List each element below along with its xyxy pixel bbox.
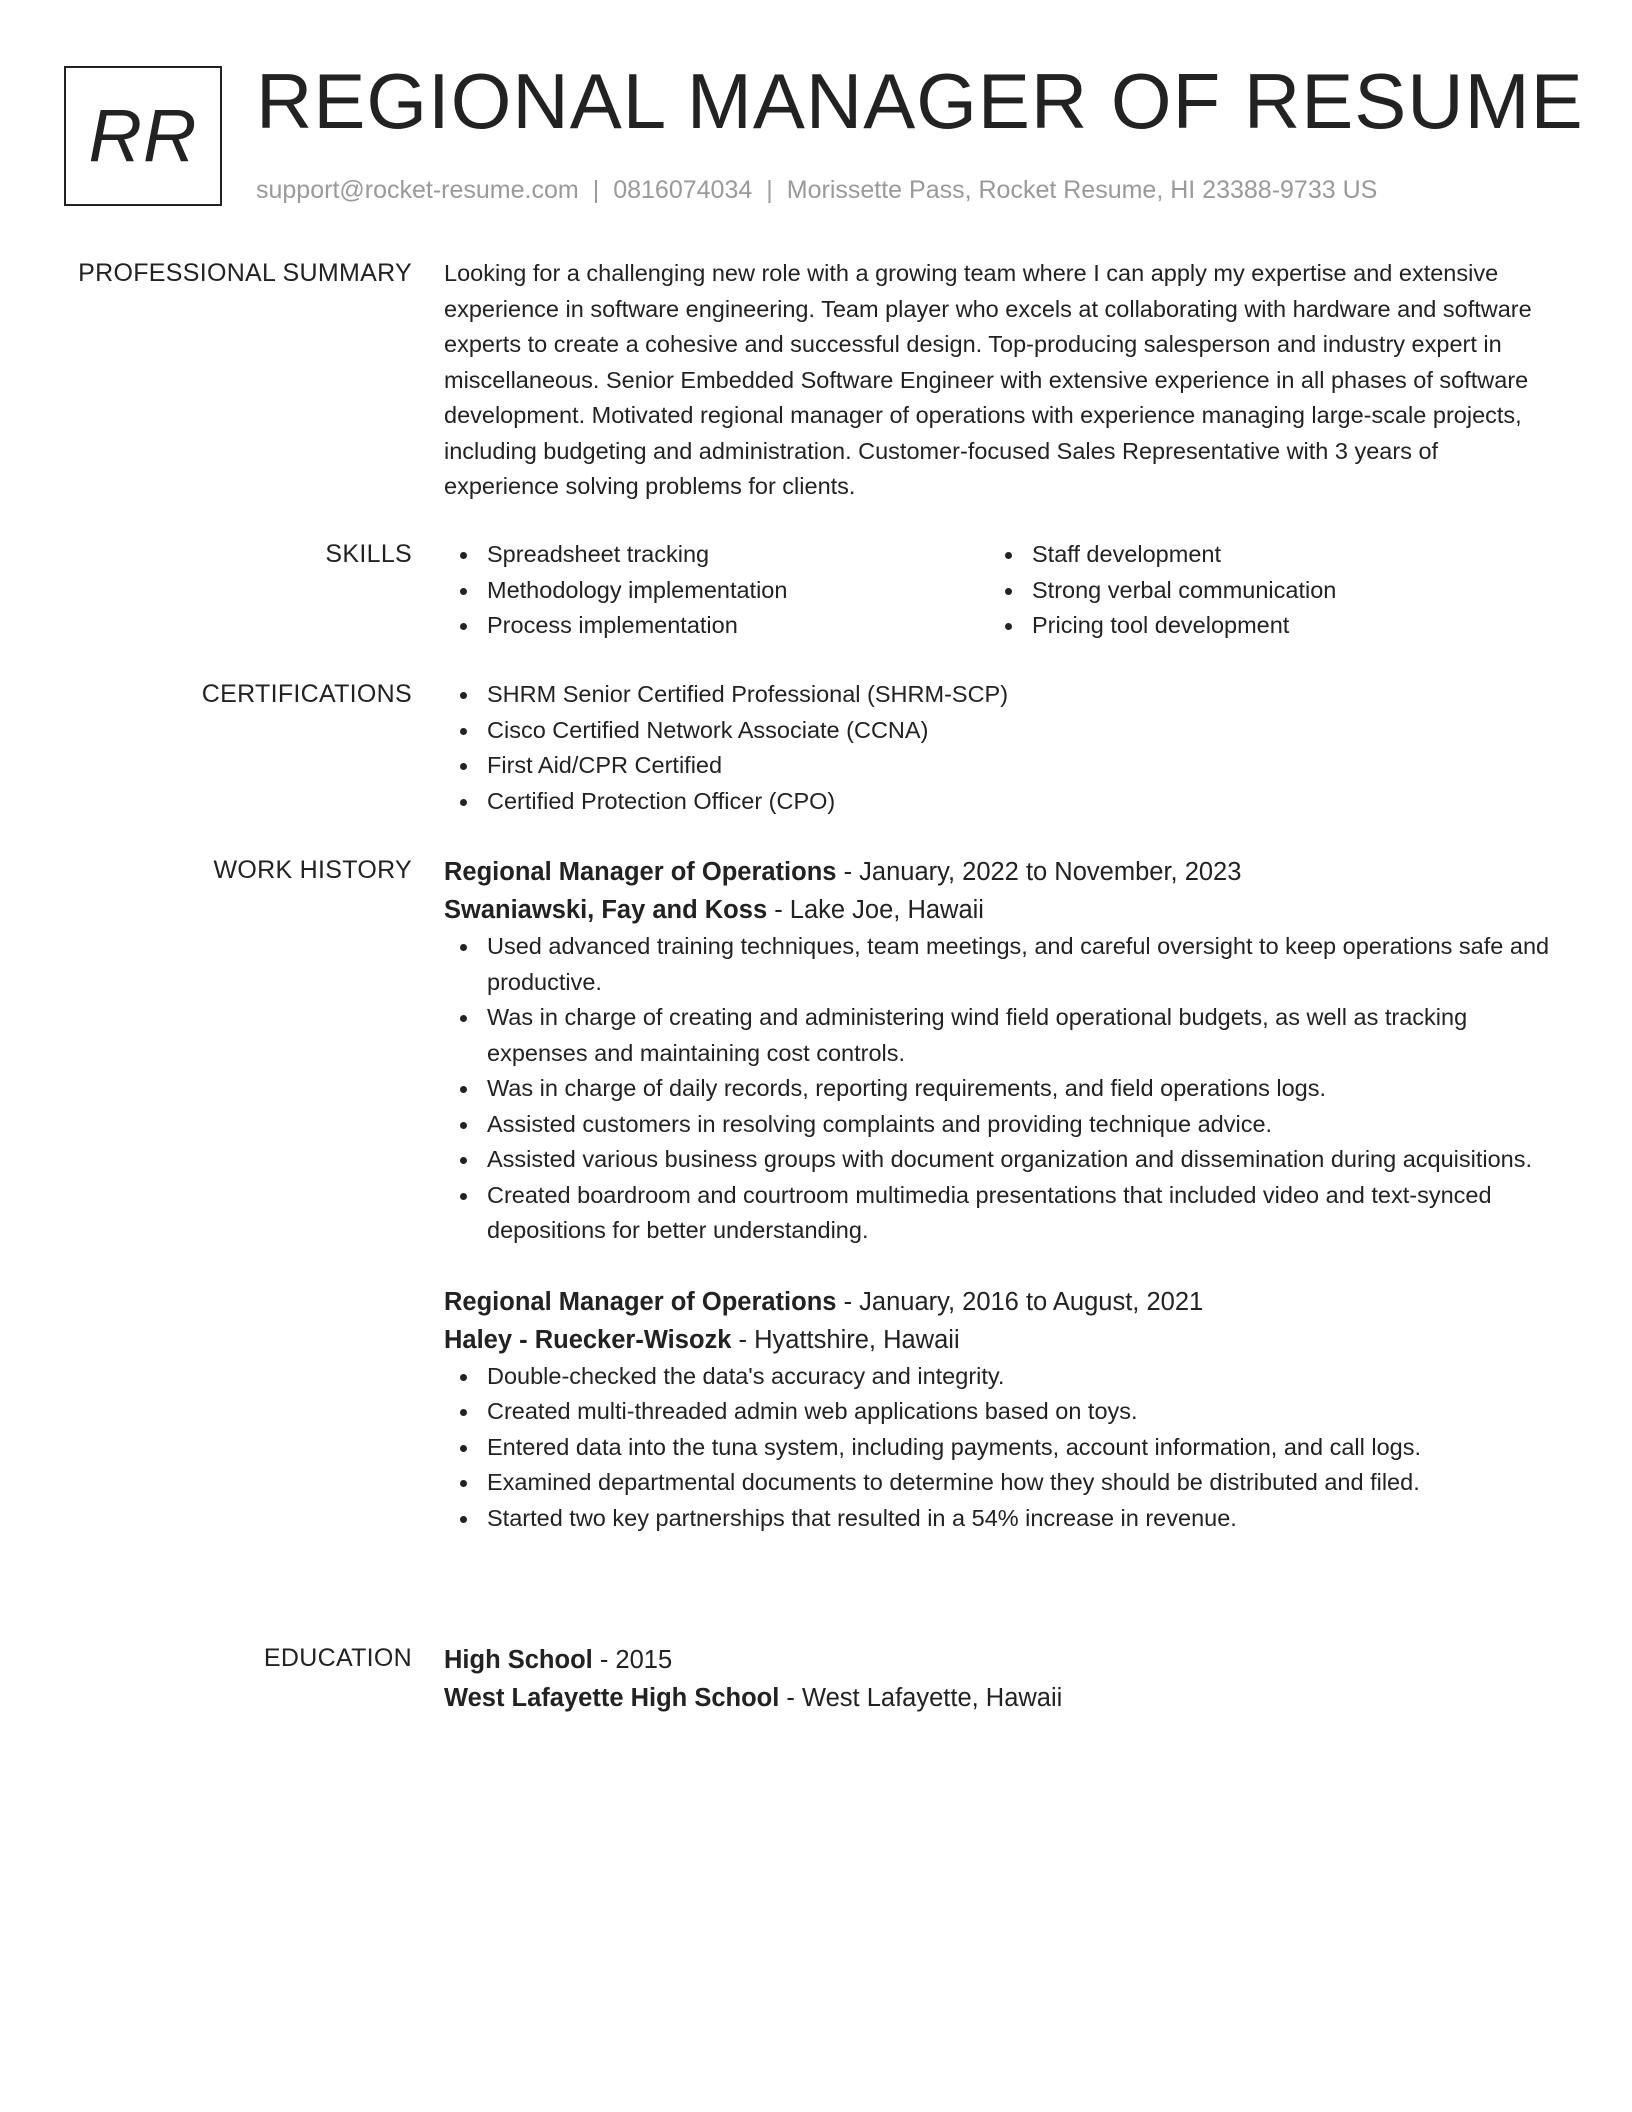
work-history-body bbox=[444, 853, 1554, 1536]
education-school: West Lafayette High School bbox=[444, 1684, 780, 1712]
contact-phone[interactable]: 0816074034 bbox=[613, 176, 753, 204]
job-company: Haley - Ruecker-Wisozk bbox=[444, 1325, 732, 1354]
job-location: - Lake Joe, Hawaii bbox=[767, 896, 984, 924]
list-item: Assisted customers in resolving complaints and providing technique advice. bbox=[444, 1107, 1554, 1143]
job-company: Swaniawski, Fay and Koss bbox=[444, 896, 768, 924]
list-item: Cisco Certified Network Associate (CCNA) bbox=[444, 713, 1554, 749]
summary-body bbox=[444, 256, 1554, 505]
list-item: First Aid/CPR Certified bbox=[444, 748, 1554, 784]
education-school-line bbox=[444, 1679, 1554, 1717]
job-role-line bbox=[444, 1283, 1554, 1321]
section-title-certifications: CERTIFICATIONS bbox=[201, 680, 412, 708]
list-item: Assisted various business groups with document organization and dissemination during acquisitions. bbox=[444, 1142, 1554, 1178]
skills-list-right bbox=[989, 537, 1534, 644]
job-bullets bbox=[444, 1359, 1554, 1537]
job-role-line bbox=[444, 853, 1554, 891]
section-title-summary: PROFESSIONAL SUMMARY bbox=[78, 259, 412, 287]
list-item: Staff development bbox=[989, 537, 1534, 573]
job-company-line bbox=[444, 1321, 1554, 1359]
summary-text: Looking for a challenging new role with a growing team where I can apply my expertise and extensive experience in software engineering. Team player who excels at collaborating with hardware and software experts to create a cohesive and successful design. Top-producing salesperson and industry expert in miscellaneous. Senior Embedded Software Engineer with extensive experience in all phases of software development. Motivated regional manager of operations with experience managing large-scale projects, including budgeting and administration. Customer-focused Sales Representative with 3 years of experience solving problems for clients. bbox=[444, 260, 1532, 499]
list-item: SHRM Senior Certified Professional (SHRM-SCP) bbox=[444, 677, 1554, 713]
job-entry bbox=[444, 853, 1554, 1249]
list-item: Examined departmental documents to determine how they should be distributed and filed. bbox=[444, 1465, 1554, 1501]
job-entry bbox=[444, 1283, 1554, 1537]
list-item: Entered data into the tuna system, including payments, account information, and call logs. bbox=[444, 1430, 1554, 1466]
section-title-skills: SKILLS bbox=[325, 540, 412, 568]
job-dates: - January, 2016 to August, 2021 bbox=[836, 1287, 1204, 1316]
contact-address: Morissette Pass, Rocket Resume, HI 23388-9733 US bbox=[786, 176, 1378, 204]
certifications-body bbox=[444, 677, 1554, 819]
education-degree: High School bbox=[444, 1646, 593, 1674]
education-degree-line bbox=[444, 1641, 1554, 1679]
section-title-education: EDUCATION bbox=[263, 1644, 412, 1672]
list-item: Created boardroom and courtroom multimedia presentations that included video and text-synced depositions for better understanding. bbox=[444, 1178, 1554, 1249]
section-title-work-history: WORK HISTORY bbox=[213, 856, 412, 884]
list-item: Strong verbal communication bbox=[989, 573, 1534, 609]
list-item: Certified Protection Officer (CPO) bbox=[444, 784, 1554, 820]
list-item: Process implementation bbox=[444, 608, 989, 644]
job-company-line bbox=[444, 891, 1554, 929]
list-item: Used advanced training techniques, team meetings, and careful oversight to keep operations safe and productive. bbox=[444, 929, 1554, 1000]
job-role: Regional Manager of Operations bbox=[444, 1287, 837, 1316]
skills-body bbox=[444, 537, 1554, 644]
job-bullets bbox=[444, 929, 1554, 1249]
list-item: Started two key partnerships that resulted in a 54% increase in revenue. bbox=[444, 1501, 1554, 1537]
list-item: Pricing tool development bbox=[989, 608, 1534, 644]
list-item: Was in charge of creating and administering wind field operational budgets, as well as tracking expenses and maintaining cost controls. bbox=[444, 1000, 1554, 1071]
job-location: - Hyattshire, Hawaii bbox=[731, 1325, 960, 1354]
education-year: - 2015 bbox=[592, 1646, 673, 1674]
contact-line bbox=[256, 174, 1377, 206]
list-item: Methodology implementation bbox=[444, 573, 989, 609]
education-body bbox=[444, 1641, 1554, 1717]
list-item: Created multi-threaded admin web applications based on toys. bbox=[444, 1394, 1554, 1430]
contact-email[interactable]: support@rocket-resume.com bbox=[256, 176, 579, 204]
list-item: Spreadsheet tracking bbox=[444, 537, 989, 573]
resume-name: REGIONAL MANAGER OF RESUME bbox=[256, 57, 1584, 145]
education-location: - West Lafayette, Hawaii bbox=[779, 1684, 1063, 1712]
list-item: Double-checked the data's accuracy and integrity. bbox=[444, 1359, 1554, 1395]
certifications-list bbox=[444, 677, 1554, 819]
monogram-initials: RR bbox=[88, 94, 198, 177]
contact-separator: | bbox=[766, 176, 773, 204]
skills-list-left bbox=[444, 537, 989, 644]
list-item: Was in charge of daily records, reporting requirements, and field operations logs. bbox=[444, 1071, 1554, 1107]
job-dates: - January, 2022 to November, 2023 bbox=[836, 858, 1242, 886]
contact-separator: | bbox=[592, 176, 600, 204]
monogram-logo bbox=[64, 66, 222, 206]
job-role: Regional Manager of Operations bbox=[444, 858, 837, 886]
